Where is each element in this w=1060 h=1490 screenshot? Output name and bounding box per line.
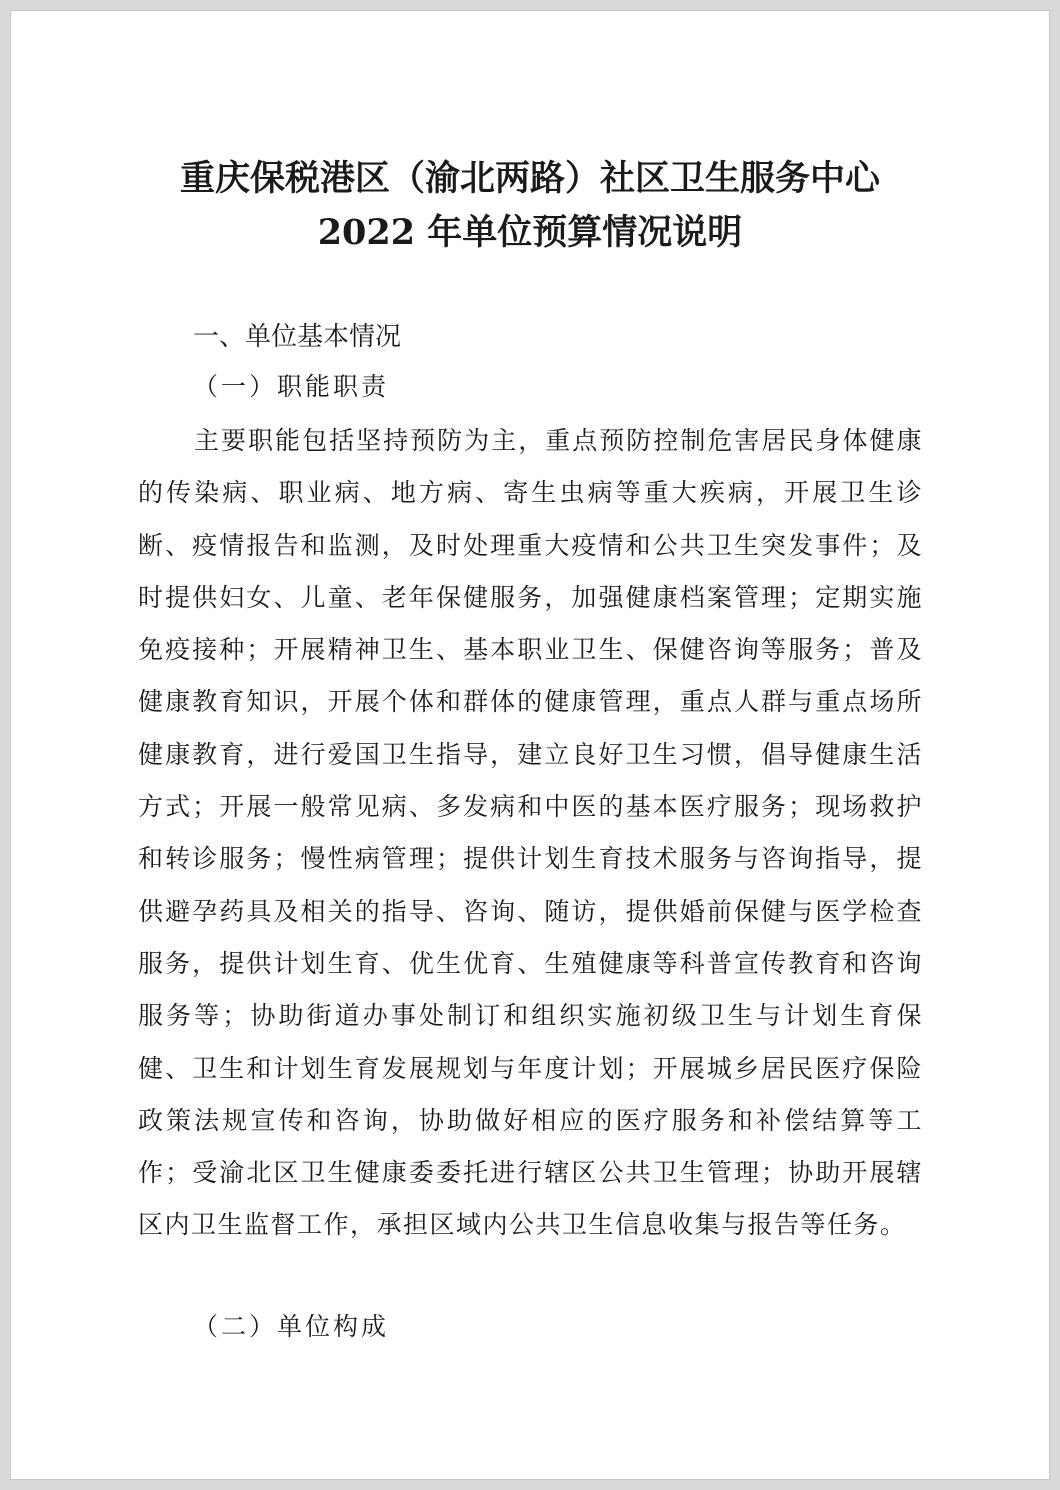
subsection-heading-composition: （二）单位构成 — [193, 1312, 390, 1341]
functions-paragraph: 主要职能包括坚持预防为主，重点预防控制危害居民身体健康的传染病、职业病、地方病、寄生虫病等重大疾病，开展卫生诊断、疫情报告和监测，及时处理重大疫情和公共卫生突发事件；及时提供妇女、儿童、老年保健服务，加强健康档案管理；定期实施免疫接种；开展精神卫生、基本职业卫生、保健咨询等服务；普及健康教育知识，开展个体和群体的健康管理，重点人群与重点场所健康教育，进行爱国卫生指导，建立良好卫生习惯，倡导健康生活方式；开展一般常见病、多发病和中医的基本医疗服务；现场救护和转诊服务；慢性病管理；提供计划生育技术服务与咨询指导，提供避孕药具及相关的指导、咨询、随访，提供婚前保健与医学检查服务，提供计划生育、优生优育、生殖健康等科普宣传教育和咨询服务等；协助街道办事处制订和组织实施初级卫生与计划生育保健、卫生和计划生育发展规划与年度计划；开展城乡居民医疗保险政策法规宣传和咨询，协助做好相应的医疗服务和补偿结算等工作；受渝北区卫生健康委委托进行辖区公共卫生管理；协助开展辖区内卫生监督工作，承担区域内公共卫生信息收集与报告等任务。 — [138, 426, 923, 1240]
subsection-heading-functions: （一）职能职责 — [193, 372, 390, 401]
document-title-line-2: 2022 年单位预算情况说明 — [317, 212, 743, 253]
section-heading-basic-info: 一、单位基本情况 — [193, 322, 402, 352]
document-title-line-1: 重庆保税港区（渝北两路）社区卫生服务中心 — [179, 158, 880, 199]
document-page — [10, 10, 1050, 1480]
